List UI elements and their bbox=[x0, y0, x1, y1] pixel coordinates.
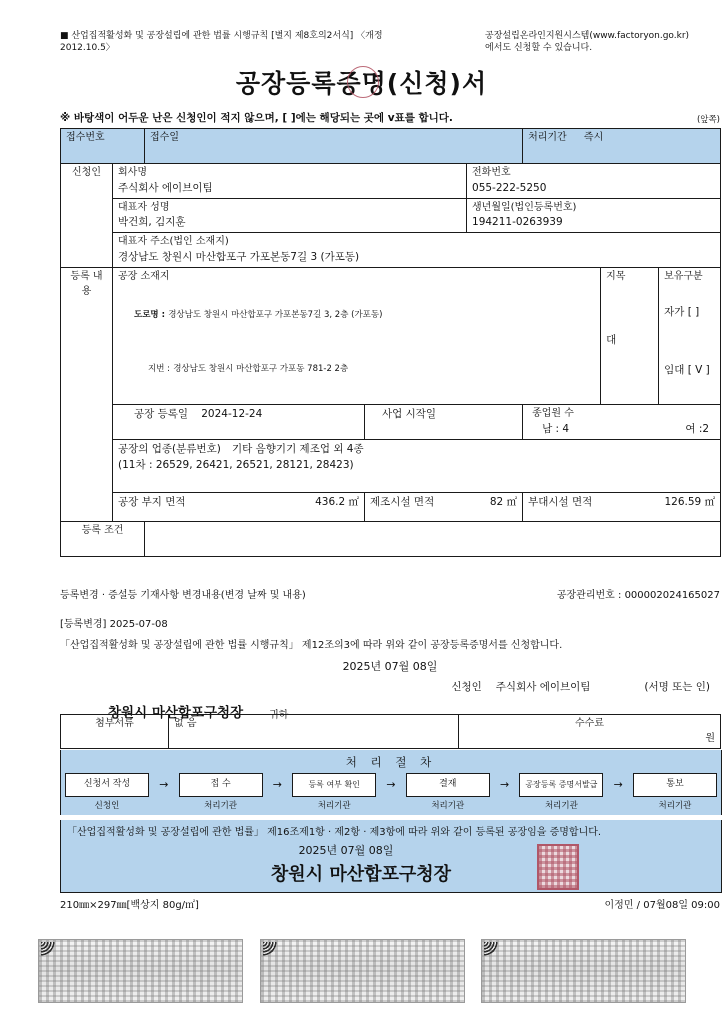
application-statement: 「산업집적활성화 및 공장설립에 관한 법률 시행규칙」 제12조의3에 따라 위와 같이 공장등록증명서를 신청합니다. bbox=[60, 640, 563, 651]
ceo-name-value: 박건희, 김지훈 bbox=[118, 216, 186, 229]
form-notice bbox=[60, 110, 720, 125]
mfg-area-cell bbox=[365, 493, 523, 522]
site-area-label: 공장 부지 면적 bbox=[118, 496, 186, 509]
change-block-header bbox=[60, 586, 720, 601]
address-cell bbox=[113, 233, 721, 268]
title-part2: (신청)서 bbox=[386, 69, 488, 98]
process-step-actor: 처리기관 bbox=[544, 801, 578, 811]
aux-area-value: 126.59 ㎡ bbox=[664, 496, 716, 509]
company-name-cell bbox=[113, 164, 467, 199]
phone-label: 전화번호 bbox=[472, 167, 511, 178]
mgmt-no-value: 000002024165027 bbox=[624, 590, 720, 601]
attachment-fee-table bbox=[60, 714, 721, 749]
process-step bbox=[406, 773, 490, 811]
recipient-suffix: 귀하 bbox=[269, 710, 289, 721]
process-step bbox=[179, 773, 263, 811]
title-part1: 공장등록 bbox=[235, 69, 337, 98]
lot-address-label: 지번 : bbox=[148, 364, 170, 375]
process-step-box: 신청서 작성 bbox=[65, 773, 149, 797]
site-area-cell bbox=[113, 493, 365, 522]
lot-address-value: 경상남도 창원시 마산합포구 가포동 781-2 2층 bbox=[173, 364, 349, 375]
registration-section-label bbox=[61, 268, 113, 522]
process-step-actor: 신청인 bbox=[94, 801, 120, 811]
registration-dates-row bbox=[61, 405, 721, 440]
process-arrow-icon: → bbox=[386, 778, 396, 791]
process-period-value: 즉시 bbox=[583, 132, 604, 143]
receipt-row bbox=[61, 129, 721, 164]
mfg-area-value: 82 ㎡ bbox=[489, 496, 518, 509]
industry-cell bbox=[113, 440, 721, 493]
process-step-box: 접 수 bbox=[179, 773, 263, 797]
form-reference bbox=[60, 30, 460, 54]
scan-artifact-strip bbox=[38, 939, 686, 1003]
registration-condition-value bbox=[145, 522, 721, 557]
road-address-value: 경상남도 창원시 마산합포구 가포본동7길 3, 2층 (가포동) bbox=[168, 309, 383, 320]
address-label: 대표자 주소(법인 소재지) bbox=[118, 236, 229, 248]
birth-value: 194211-0263939 bbox=[472, 216, 563, 229]
applicant-name: 주식회사 에이브이팀 bbox=[495, 681, 591, 693]
process-flow-section bbox=[60, 750, 722, 815]
employees-female-value: 여 :2 bbox=[685, 422, 710, 435]
notice-text: ※ 바탕색이 어두운 난은 신청인이 적지 않으며, [ ]에는 해당되는 곳에 v표를 합니다. bbox=[60, 112, 453, 124]
fee-unit: 원 bbox=[705, 732, 715, 744]
industry-row bbox=[61, 440, 721, 493]
land-category-cell bbox=[601, 268, 659, 405]
land-category-value: 대 bbox=[606, 333, 617, 346]
factory-location-label: 공장 소재지 bbox=[118, 271, 170, 283]
company-name-value: 주식회사 에이브이팀 bbox=[118, 181, 213, 194]
registration-label-line1: 등록 bbox=[70, 271, 90, 283]
factory-location-row bbox=[61, 268, 721, 405]
attachment-fee-row bbox=[61, 715, 721, 749]
ownership-own-option[interactable]: 자가 [ ] bbox=[664, 305, 700, 318]
signature-note: (서명 또는 인) bbox=[644, 681, 710, 693]
change-entry: [등록변경] 2025-07-08 bbox=[60, 619, 168, 630]
official-seal-stamp-icon bbox=[537, 844, 579, 890]
form-reference-line2: 2012.10.5〉 bbox=[60, 43, 115, 54]
process-step bbox=[633, 773, 717, 811]
page-title bbox=[0, 64, 723, 100]
fee-label: 수수료 bbox=[575, 718, 604, 729]
reg-date-cell bbox=[113, 405, 365, 440]
ownership-cell bbox=[659, 268, 721, 405]
process-step-actor: 처리기관 bbox=[658, 801, 692, 811]
ownership-label: 보유구분 bbox=[664, 271, 703, 283]
process-step-box: 통보 bbox=[633, 773, 717, 797]
process-flow-steps bbox=[61, 773, 721, 815]
phone-cell bbox=[467, 164, 721, 199]
applicant-ceo-row bbox=[61, 198, 721, 233]
applicant-company-row bbox=[61, 164, 721, 199]
biz-start-label: 사업 시작일 bbox=[382, 408, 437, 421]
applicant-section-label: 신청인 bbox=[61, 164, 113, 268]
mgmt-no-label: 공장관리번호 : bbox=[556, 590, 622, 601]
process-arrow-icon: → bbox=[499, 778, 510, 791]
land-category-label: 지목 bbox=[606, 271, 626, 283]
recipient-office: 창원시 마산합포구청장 bbox=[108, 705, 244, 721]
process-step-actor: 처리기관 bbox=[204, 801, 238, 811]
registration-label-line2: 내용 bbox=[81, 271, 103, 297]
employees-cell bbox=[523, 405, 721, 440]
road-address-line bbox=[118, 308, 595, 323]
road-address-label: 도로명 : bbox=[134, 309, 165, 320]
industry-codes: (11차 : 26529, 26421, 26521, 28121, 28423) bbox=[118, 458, 354, 471]
fee-cell bbox=[459, 715, 721, 749]
application-block bbox=[60, 636, 720, 721]
applicant-label: 신청인 bbox=[451, 681, 482, 693]
certification-section bbox=[60, 820, 722, 893]
industry-line bbox=[118, 442, 715, 458]
online-system-note bbox=[485, 30, 720, 54]
birth-label: 생년월일(법인등록번호) bbox=[472, 201, 577, 213]
receipt-no-label: 접수번호 bbox=[66, 132, 105, 143]
attachment-label: 첨부서류 bbox=[61, 715, 169, 749]
process-step-actor: 처리기관 bbox=[317, 801, 351, 811]
top-meta-strip bbox=[60, 30, 720, 54]
process-step-actor: 처리기관 bbox=[431, 801, 465, 811]
process-step-box: 결재 bbox=[406, 773, 490, 797]
aux-area-label: 부대시설 면적 bbox=[528, 496, 593, 509]
process-step-box: 공장등록 증명서발급 bbox=[519, 773, 603, 797]
process-step bbox=[519, 773, 603, 811]
certification-authority: 창원시 마산합포구청장 bbox=[270, 864, 452, 885]
ownership-lease-option[interactable]: 임대 [ V ] bbox=[664, 363, 710, 376]
scan-artifact-block bbox=[260, 939, 465, 1003]
change-block bbox=[60, 586, 720, 630]
title-circled-word: 증명 bbox=[336, 64, 386, 100]
phone-value: 055-222-5250 bbox=[472, 181, 547, 194]
mgmt-no-group bbox=[557, 586, 720, 601]
scan-artifact-block bbox=[38, 939, 243, 1003]
address-value: 경상남도 창원시 마산합포구 가포본동7길 3 (가포동) bbox=[118, 250, 360, 263]
scan-artifact-block bbox=[481, 939, 686, 1003]
applicant-address-row bbox=[61, 233, 721, 268]
factory-location-cell bbox=[113, 268, 601, 405]
process-step bbox=[65, 773, 149, 811]
employees-label: 종업원 수 bbox=[532, 408, 574, 420]
industry-value: 기타 음향기기 제조업 외 4종 bbox=[232, 443, 364, 456]
process-period-label: 처리기간 bbox=[528, 132, 567, 143]
issuer-info: 이정민 / 07월08일 09:00 bbox=[604, 900, 720, 911]
birth-cell bbox=[467, 198, 721, 233]
company-name-label: 회사명 bbox=[118, 167, 147, 178]
industry-label: 공장의 업종(분류번호) bbox=[118, 443, 221, 456]
ceo-name-label: 대표자 성명 bbox=[118, 201, 170, 213]
online-system-line1: 공장설립온라인지원시스템(www.factoryon.go.kr) bbox=[485, 31, 690, 41]
certification-statement: 「산업집적활성화 및 공장설립에 관한 법률」 제16조제1항 · 제2항 · 제3항에 따라 위와 같이 등록된 공장임을 증명합니다. bbox=[67, 827, 602, 838]
certificate-table bbox=[60, 128, 721, 557]
page-side-marker: (앞쪽) bbox=[696, 115, 720, 125]
receipt-date-cell bbox=[145, 129, 523, 164]
process-period-cell bbox=[523, 129, 721, 164]
areas-row bbox=[61, 493, 721, 522]
application-signature-line bbox=[60, 679, 720, 694]
change-label: 등록변경 · 증설등 기재사항 변경내용(변경 날짜 및 내용) bbox=[60, 590, 306, 601]
application-date: 2025년 07월 08일 bbox=[342, 660, 438, 673]
registration-condition-label: 등록 조건 bbox=[61, 522, 145, 557]
aux-area-cell bbox=[523, 493, 721, 522]
site-area-value: 436.2 ㎡ bbox=[315, 496, 360, 509]
biz-start-cell bbox=[365, 405, 523, 440]
reg-date-label: 공장 등록일 bbox=[134, 408, 189, 421]
receipt-no-cell bbox=[61, 129, 145, 164]
reg-date-value: 2024-12-24 bbox=[201, 408, 263, 421]
attachment-value: 없 음 bbox=[169, 715, 459, 749]
process-arrow-icon: → bbox=[159, 778, 169, 791]
mfg-area-label: 제조시설 면적 bbox=[370, 496, 435, 509]
online-system-line2: 에서도 신청할 수 있습니다. bbox=[485, 43, 593, 54]
paper-spec: 210㎜×297㎜[백상지 80g/㎡] bbox=[60, 900, 199, 911]
registration-condition-row bbox=[61, 522, 721, 557]
employees-male-value: 남 : 4 bbox=[542, 422, 570, 435]
document-footer bbox=[60, 896, 720, 911]
lot-address-line bbox=[118, 362, 595, 377]
process-arrow-icon: → bbox=[613, 778, 623, 791]
process-flow-title: 처 리 절 차 bbox=[345, 755, 437, 769]
receipt-date-label: 접수일 bbox=[150, 132, 179, 143]
ceo-name-cell bbox=[113, 198, 467, 233]
process-step-box: 등록 여부 확인 bbox=[292, 773, 376, 797]
process-arrow-icon: → bbox=[272, 778, 282, 791]
form-reference-line1: ■ 산업집적활성화 및 공장설립에 관한 법률 시행규칙 [별지 제8호의2서식] 〈개정 bbox=[60, 31, 383, 41]
process-step bbox=[292, 773, 376, 811]
certification-date: 2025년 07월 08일 bbox=[298, 844, 394, 857]
